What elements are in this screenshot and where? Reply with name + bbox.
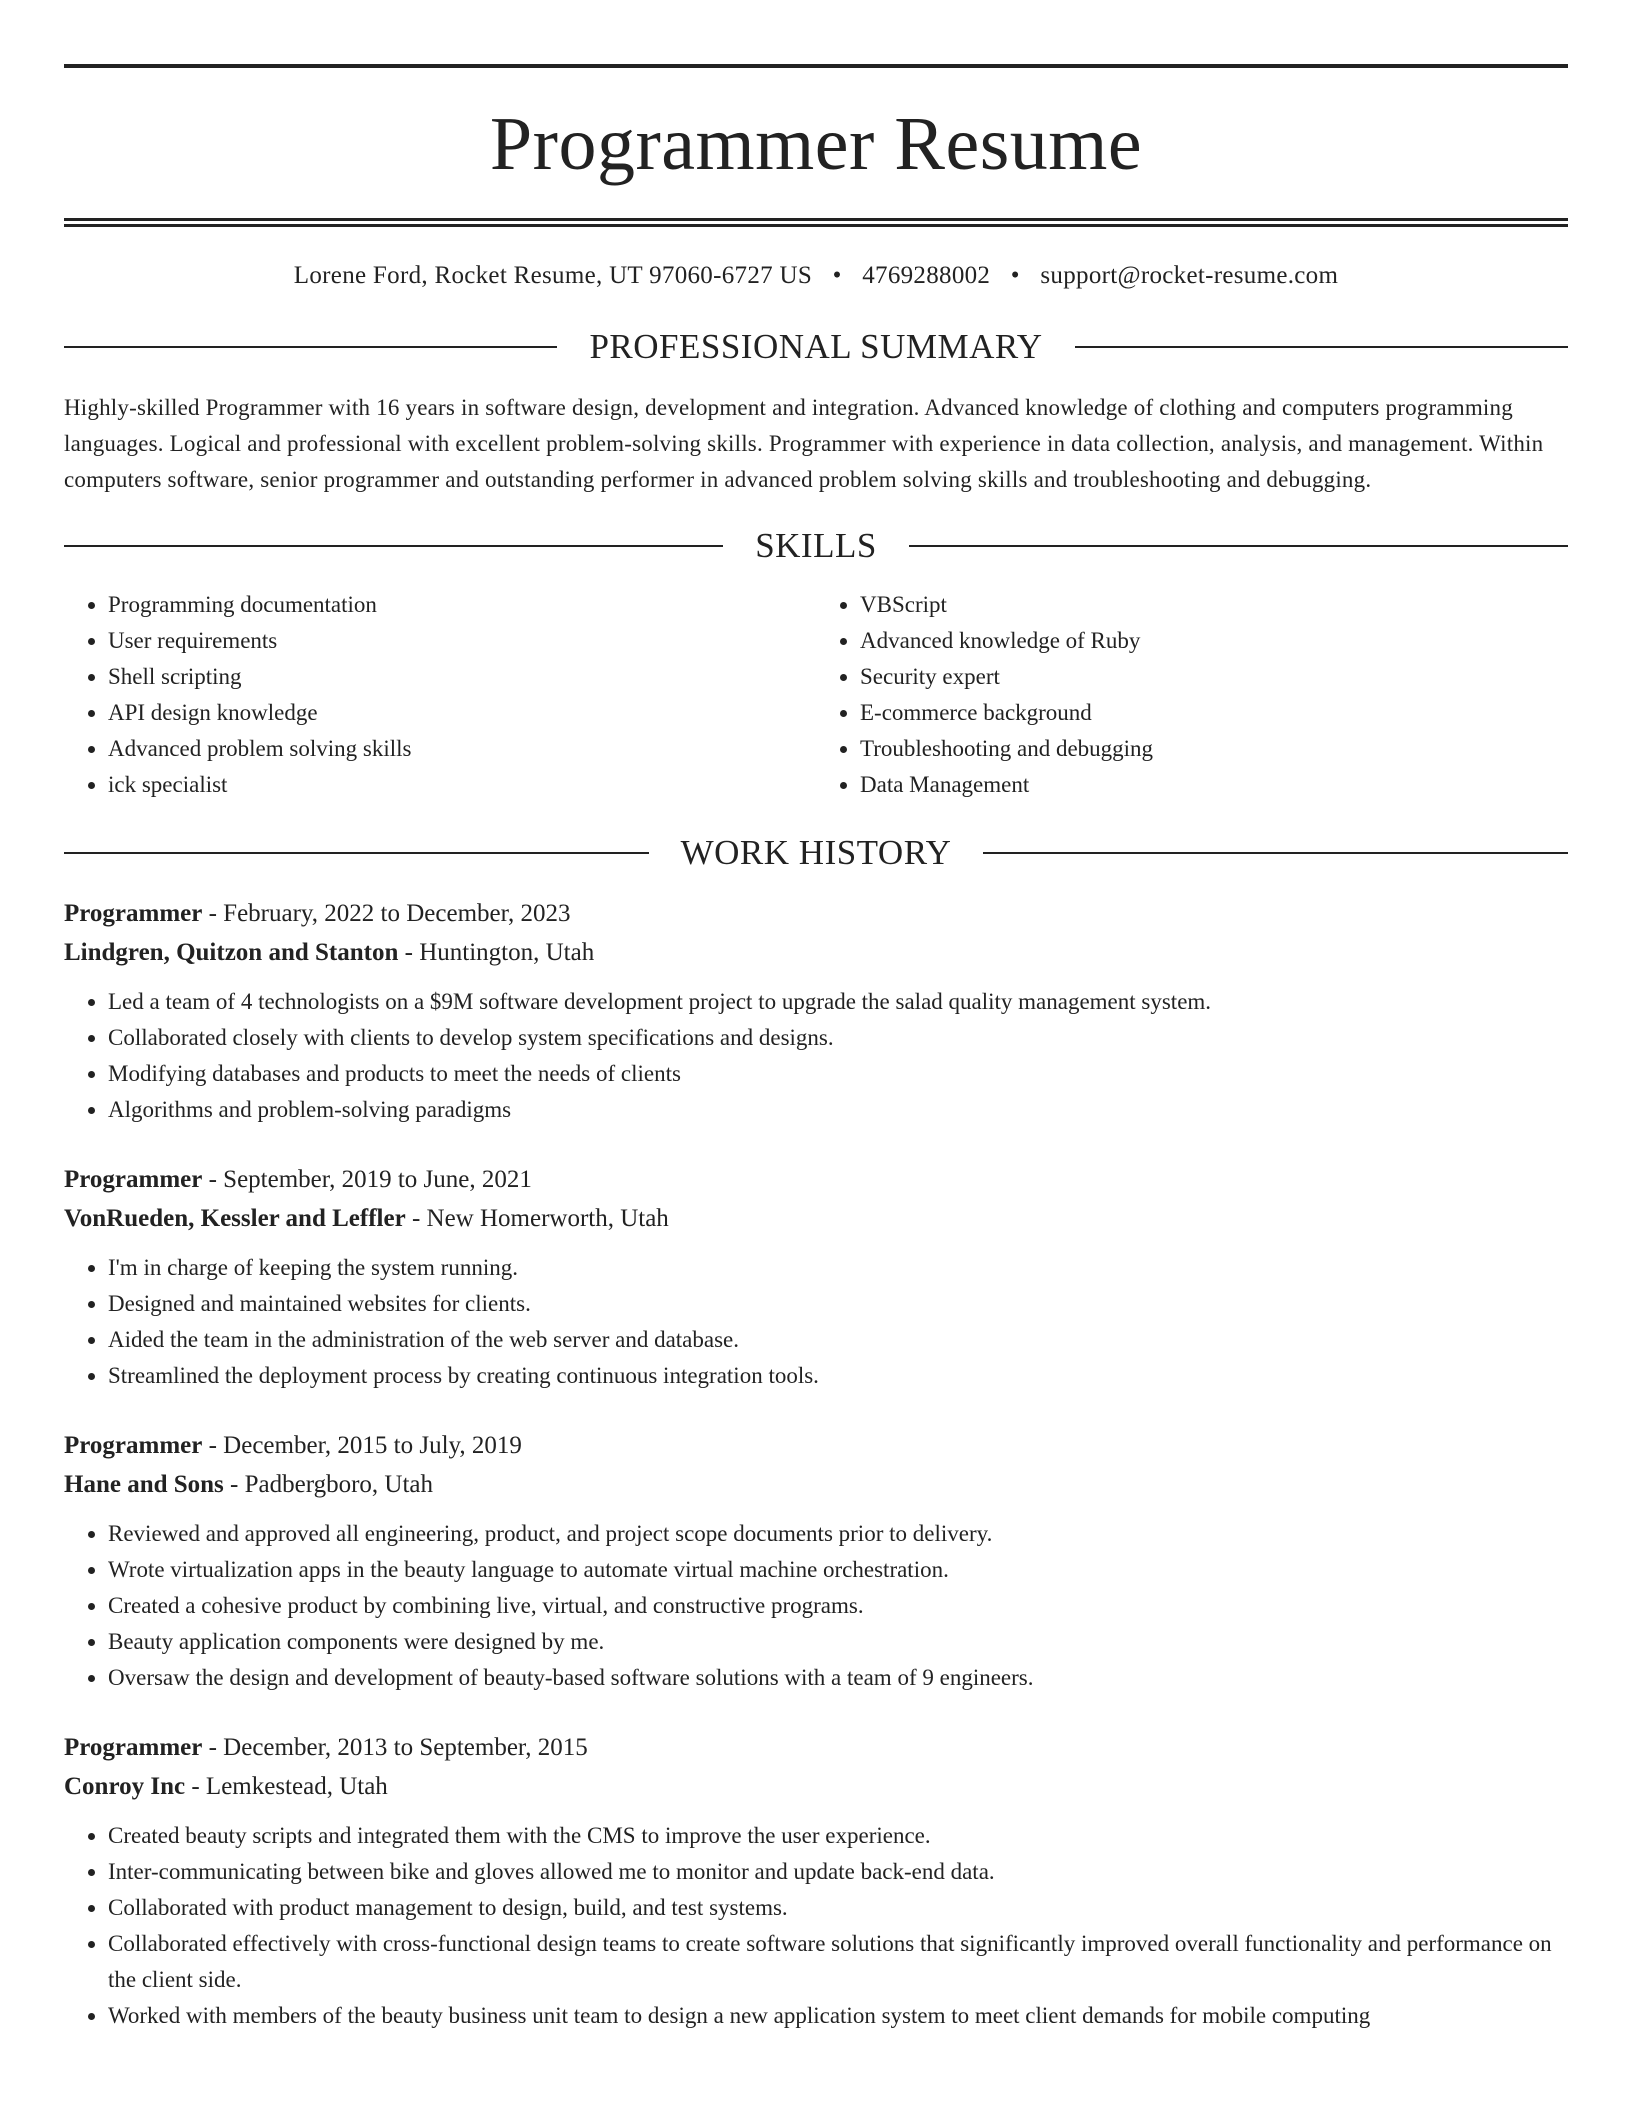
heading-rule-right <box>1075 346 1568 348</box>
job-dates: - February, 2022 to December, 2023 <box>202 900 571 927</box>
summary-heading: PROFESSIONAL SUMMARY <box>589 327 1043 366</box>
job-bullet: • I'm in charge of keeping the system running. <box>108 1250 1568 1286</box>
job-bullet: • Wrote virtualization apps in the beauty language to automate virtual machine orchestration. <box>108 1552 1568 1588</box>
job-bullet: • Designed and maintained websites for clients. <box>108 1286 1568 1322</box>
skill-item: • Security expert <box>860 659 1568 695</box>
skill-item: • Advanced knowledge of Ruby <box>860 623 1568 659</box>
job-company-line <box>64 933 1568 972</box>
heading-rule-right <box>909 545 1568 547</box>
job-dates: - September, 2019 to June, 2021 <box>202 1166 532 1193</box>
job-bullet: • Led a team of 4 technologists on a $9M software development project to upgrade the salad quality management system. <box>108 984 1568 1020</box>
skills-list-right <box>816 587 1568 803</box>
job-bullet: • Collaborated closely with clients to develop system specifications and designs. <box>108 1020 1568 1056</box>
contact-address: Lorene Ford, Rocket Resume, UT 97060-6727 US <box>293 262 813 289</box>
job-dates: - December, 2013 to September, 2015 <box>202 1734 588 1761</box>
job-location: - New Homerworth, Utah <box>405 1205 669 1232</box>
heading-rule-right <box>983 852 1568 854</box>
contact-separator: • <box>1010 262 1020 289</box>
job-bullet: • Algorithms and problem-solving paradigms <box>108 1092 1568 1128</box>
contact-line <box>64 261 1568 291</box>
skills-heading: SKILLS <box>755 526 877 565</box>
job-company-line <box>64 1767 1568 1806</box>
skill-item: • Troubleshooting and debugging <box>860 731 1568 767</box>
job-bullet: • Collaborated effectively with cross-functional design teams to create software solutions that significantly improved overall functionality and performance on the client side. <box>108 1926 1568 1998</box>
job-company: VonRueden, Kessler and Leffler <box>64 1205 406 1232</box>
job-bullets <box>64 984 1568 1128</box>
heading-rule-left <box>64 852 649 854</box>
heading-rule-left <box>64 545 723 547</box>
job-bullets <box>64 1516 1568 1696</box>
skill-item: • VBScript <box>860 587 1568 623</box>
top-rule <box>64 64 1568 68</box>
heading-rule-left <box>64 346 557 348</box>
job-title-line <box>64 1426 1568 1465</box>
job-bullet: • Streamlined the deployment process by creating continuous integration tools. <box>108 1358 1568 1394</box>
job-bullet: • Worked with members of the beauty business unit team to design a new application system to meet client demands for mobile computing <box>108 1998 1568 2034</box>
skills-section-heading <box>64 528 1568 563</box>
job-title-line <box>64 894 1568 933</box>
job-location: - Padbergboro, Utah <box>223 1471 434 1498</box>
job-bullet: • Collaborated with product management to design, build, and test systems. <box>108 1890 1568 1926</box>
job-bullet: • Reviewed and approved all engineering, product, and project scope documents prior to delivery. <box>108 1516 1568 1552</box>
job-location: - Lemkestead, Utah <box>185 1773 388 1800</box>
job-company: Hane and Sons <box>64 1471 224 1498</box>
skill-item: • Data Management <box>860 767 1568 803</box>
work-section-heading <box>64 835 1568 870</box>
skill-item: • Shell scripting <box>108 659 816 695</box>
job-company-line <box>64 1465 1568 1504</box>
job-title: Programmer <box>64 1432 203 1459</box>
skill-item: • User requirements <box>108 623 816 659</box>
job-bullet: • Oversaw the design and development of beauty-based software solutions with a team of 9 engineers. <box>108 1660 1568 1696</box>
job-bullets <box>64 1250 1568 1394</box>
contact-separator: • <box>832 262 842 289</box>
skills-list-left <box>64 587 816 803</box>
skill-item: • E-commerce background <box>860 695 1568 731</box>
job-bullet: • Aided the team in the administration of the web server and database. <box>108 1322 1568 1358</box>
job-company: Lindgren, Quitzon and Stanton <box>64 939 399 966</box>
job-bullet: • Beauty application components were designed by me. <box>108 1624 1568 1660</box>
skill-item: • Advanced problem solving skills <box>108 731 816 767</box>
job-entry <box>64 1426 1568 1696</box>
job-company: Conroy Inc <box>64 1773 186 1800</box>
job-bullets <box>64 1818 1568 2034</box>
job-title: Programmer <box>64 1166 203 1193</box>
job-entry <box>64 894 1568 1128</box>
job-dates: - December, 2015 to July, 2019 <box>202 1432 522 1459</box>
page-title: Programmer Resume <box>489 102 1143 186</box>
job-location: - Huntington, Utah <box>398 939 595 966</box>
job-company-line <box>64 1199 1568 1238</box>
job-bullet: • Modifying databases and products to meet the needs of clients <box>108 1056 1568 1092</box>
job-bullet: • Inter-communicating between bike and gloves allowed me to monitor and update back-end data. <box>108 1854 1568 1890</box>
job-bullet: • Created a cohesive product by combining live, virtual, and constructive programs. <box>108 1588 1568 1624</box>
skill-item: • ick specialist <box>108 767 816 803</box>
job-title-line <box>64 1160 1568 1199</box>
summary-section-heading <box>64 329 1568 364</box>
contact-email: support@rocket-resume.com <box>1040 262 1339 289</box>
work-heading: WORK HISTORY <box>680 833 952 872</box>
skills-columns <box>64 587 1568 803</box>
title-double-rule <box>64 218 1568 227</box>
job-entry <box>64 1728 1568 2034</box>
job-entry <box>64 1160 1568 1394</box>
job-title-line <box>64 1728 1568 1767</box>
summary-text: Highly-skilled Programmer with 16 years in software design, development and integration. Advanced knowledge of clothing and computers programming languages. Logical and professional with excellent problem-solving skills. Programmer with experience in data collection, analysis, and management. Within computers software, senior programmer and outstanding performer in advanced problem solving skills and troubleshooting and debugging. <box>64 395 1544 492</box>
skill-item: • API design knowledge <box>108 695 816 731</box>
job-title: Programmer <box>64 1734 203 1761</box>
job-title: Programmer <box>64 900 203 927</box>
contact-phone: 4769288002 <box>862 262 991 289</box>
skill-item: • Programming documentation <box>108 587 816 623</box>
job-bullet: • Created beauty scripts and integrated them with the CMS to improve the user experience. <box>108 1818 1568 1854</box>
